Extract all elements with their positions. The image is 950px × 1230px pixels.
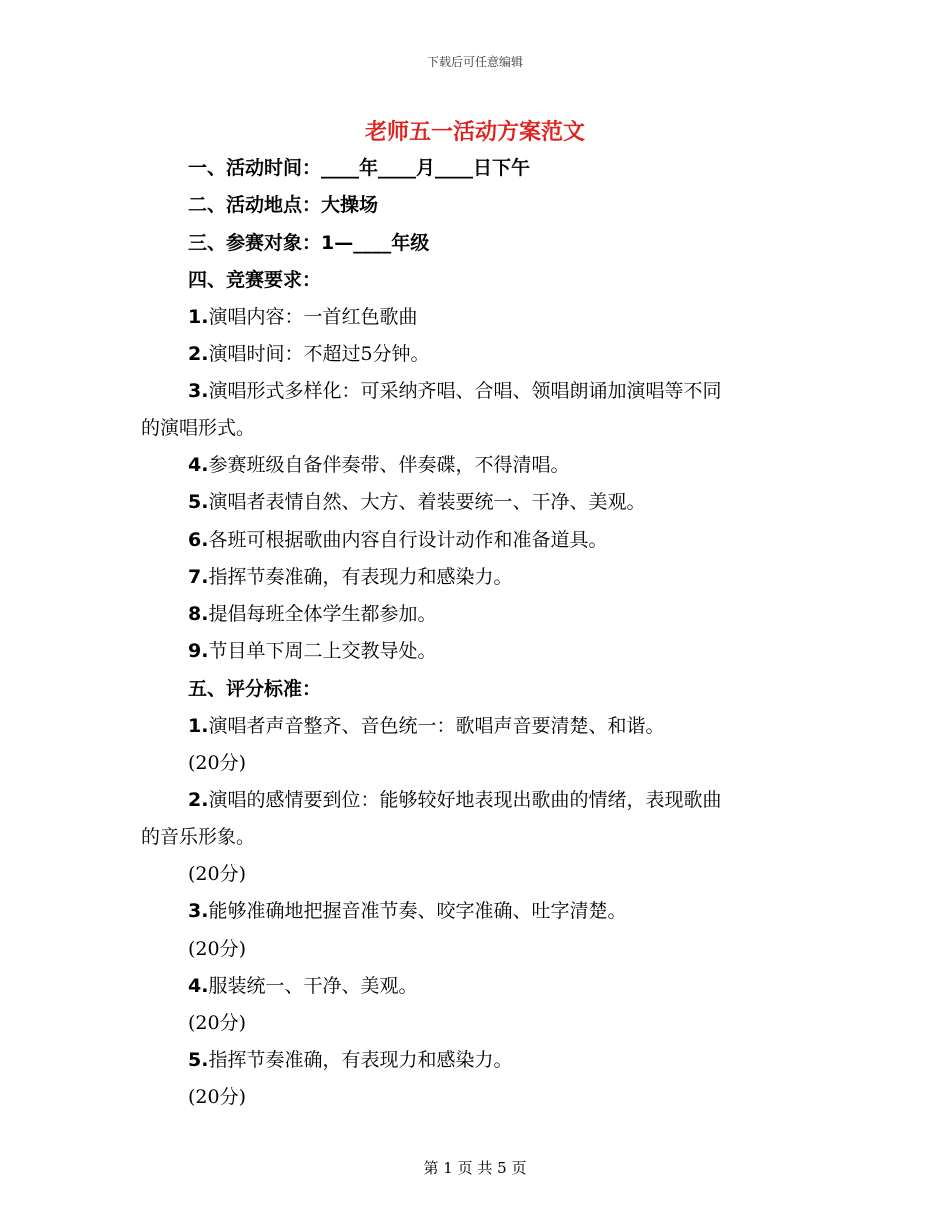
scoring-item: 2.演唱的感情要到位：能够较好地表现出歌曲的情绪，表现歌曲 <box>188 789 722 811</box>
requirement-item-continuation: 的演唱形式。 <box>141 417 256 439</box>
requirement-item: 7.指挥节奏准确，有表现力和感染力。 <box>188 566 513 588</box>
header-note: 下载后可任意编辑 <box>426 55 523 69</box>
scoring-score: (20分) <box>188 938 247 960</box>
requirement-item: 2.演唱时间：不超过5分钟。 <box>188 343 430 365</box>
requirement-item: 9.节目单下周二上交教导处。 <box>188 640 437 662</box>
requirement-item: 3.演唱形式多样化：可采纳齐唱、合唱、领唱朗诵加演唱等不同 <box>188 380 722 402</box>
scoring-item: 3.能够准确地把握音准节奏、咬字准确、吐字清楚。 <box>188 900 627 922</box>
scoring-score: (20分) <box>188 1086 247 1108</box>
scoring-item: 4.服装统一、干净、美观。 <box>188 975 418 997</box>
scoring-item: 5.指挥节奏准确，有表现力和感染力。 <box>188 1049 513 1071</box>
page-footer: 第 1 页 共 5 页 <box>423 1159 527 1177</box>
scoring-item: 1.演唱者声音整齐、音色统一：歌唱声音要清楚、和谐。 <box>188 715 665 737</box>
scoring-score: (20分) <box>188 752 247 774</box>
requirement-item: 1.演唱内容：一首红色歌曲 <box>188 306 418 328</box>
scoring-score: (20分) <box>188 1012 247 1034</box>
section-requirements-heading: 四、竞赛要求： <box>188 269 322 291</box>
section-target: 三、参赛对象：1—____年级 <box>188 232 430 254</box>
scoring-item-continuation: 的音乐形象。 <box>141 826 256 848</box>
requirement-item: 6.各班可根据歌曲内容自行设计动作和准备道具。 <box>188 529 608 551</box>
section-time: 一、活动时间：____年____月____日下午 <box>188 157 531 179</box>
requirement-item: 5.演唱者表情自然、大方、着装要统一、干净、美观。 <box>188 491 646 513</box>
section-place: 二、活动地点：大操场 <box>188 194 379 216</box>
requirement-item: 4.参赛班级自备伴奏带、伴奏碟，不得清唱。 <box>188 454 570 476</box>
scoring-score: (20分) <box>188 863 247 885</box>
section-scoring-heading: 五、评分标准： <box>188 678 322 700</box>
requirement-item: 8.提倡每班全体学生都参加。 <box>188 603 437 625</box>
document-title: 老师五一活动方案范文 <box>364 120 585 145</box>
